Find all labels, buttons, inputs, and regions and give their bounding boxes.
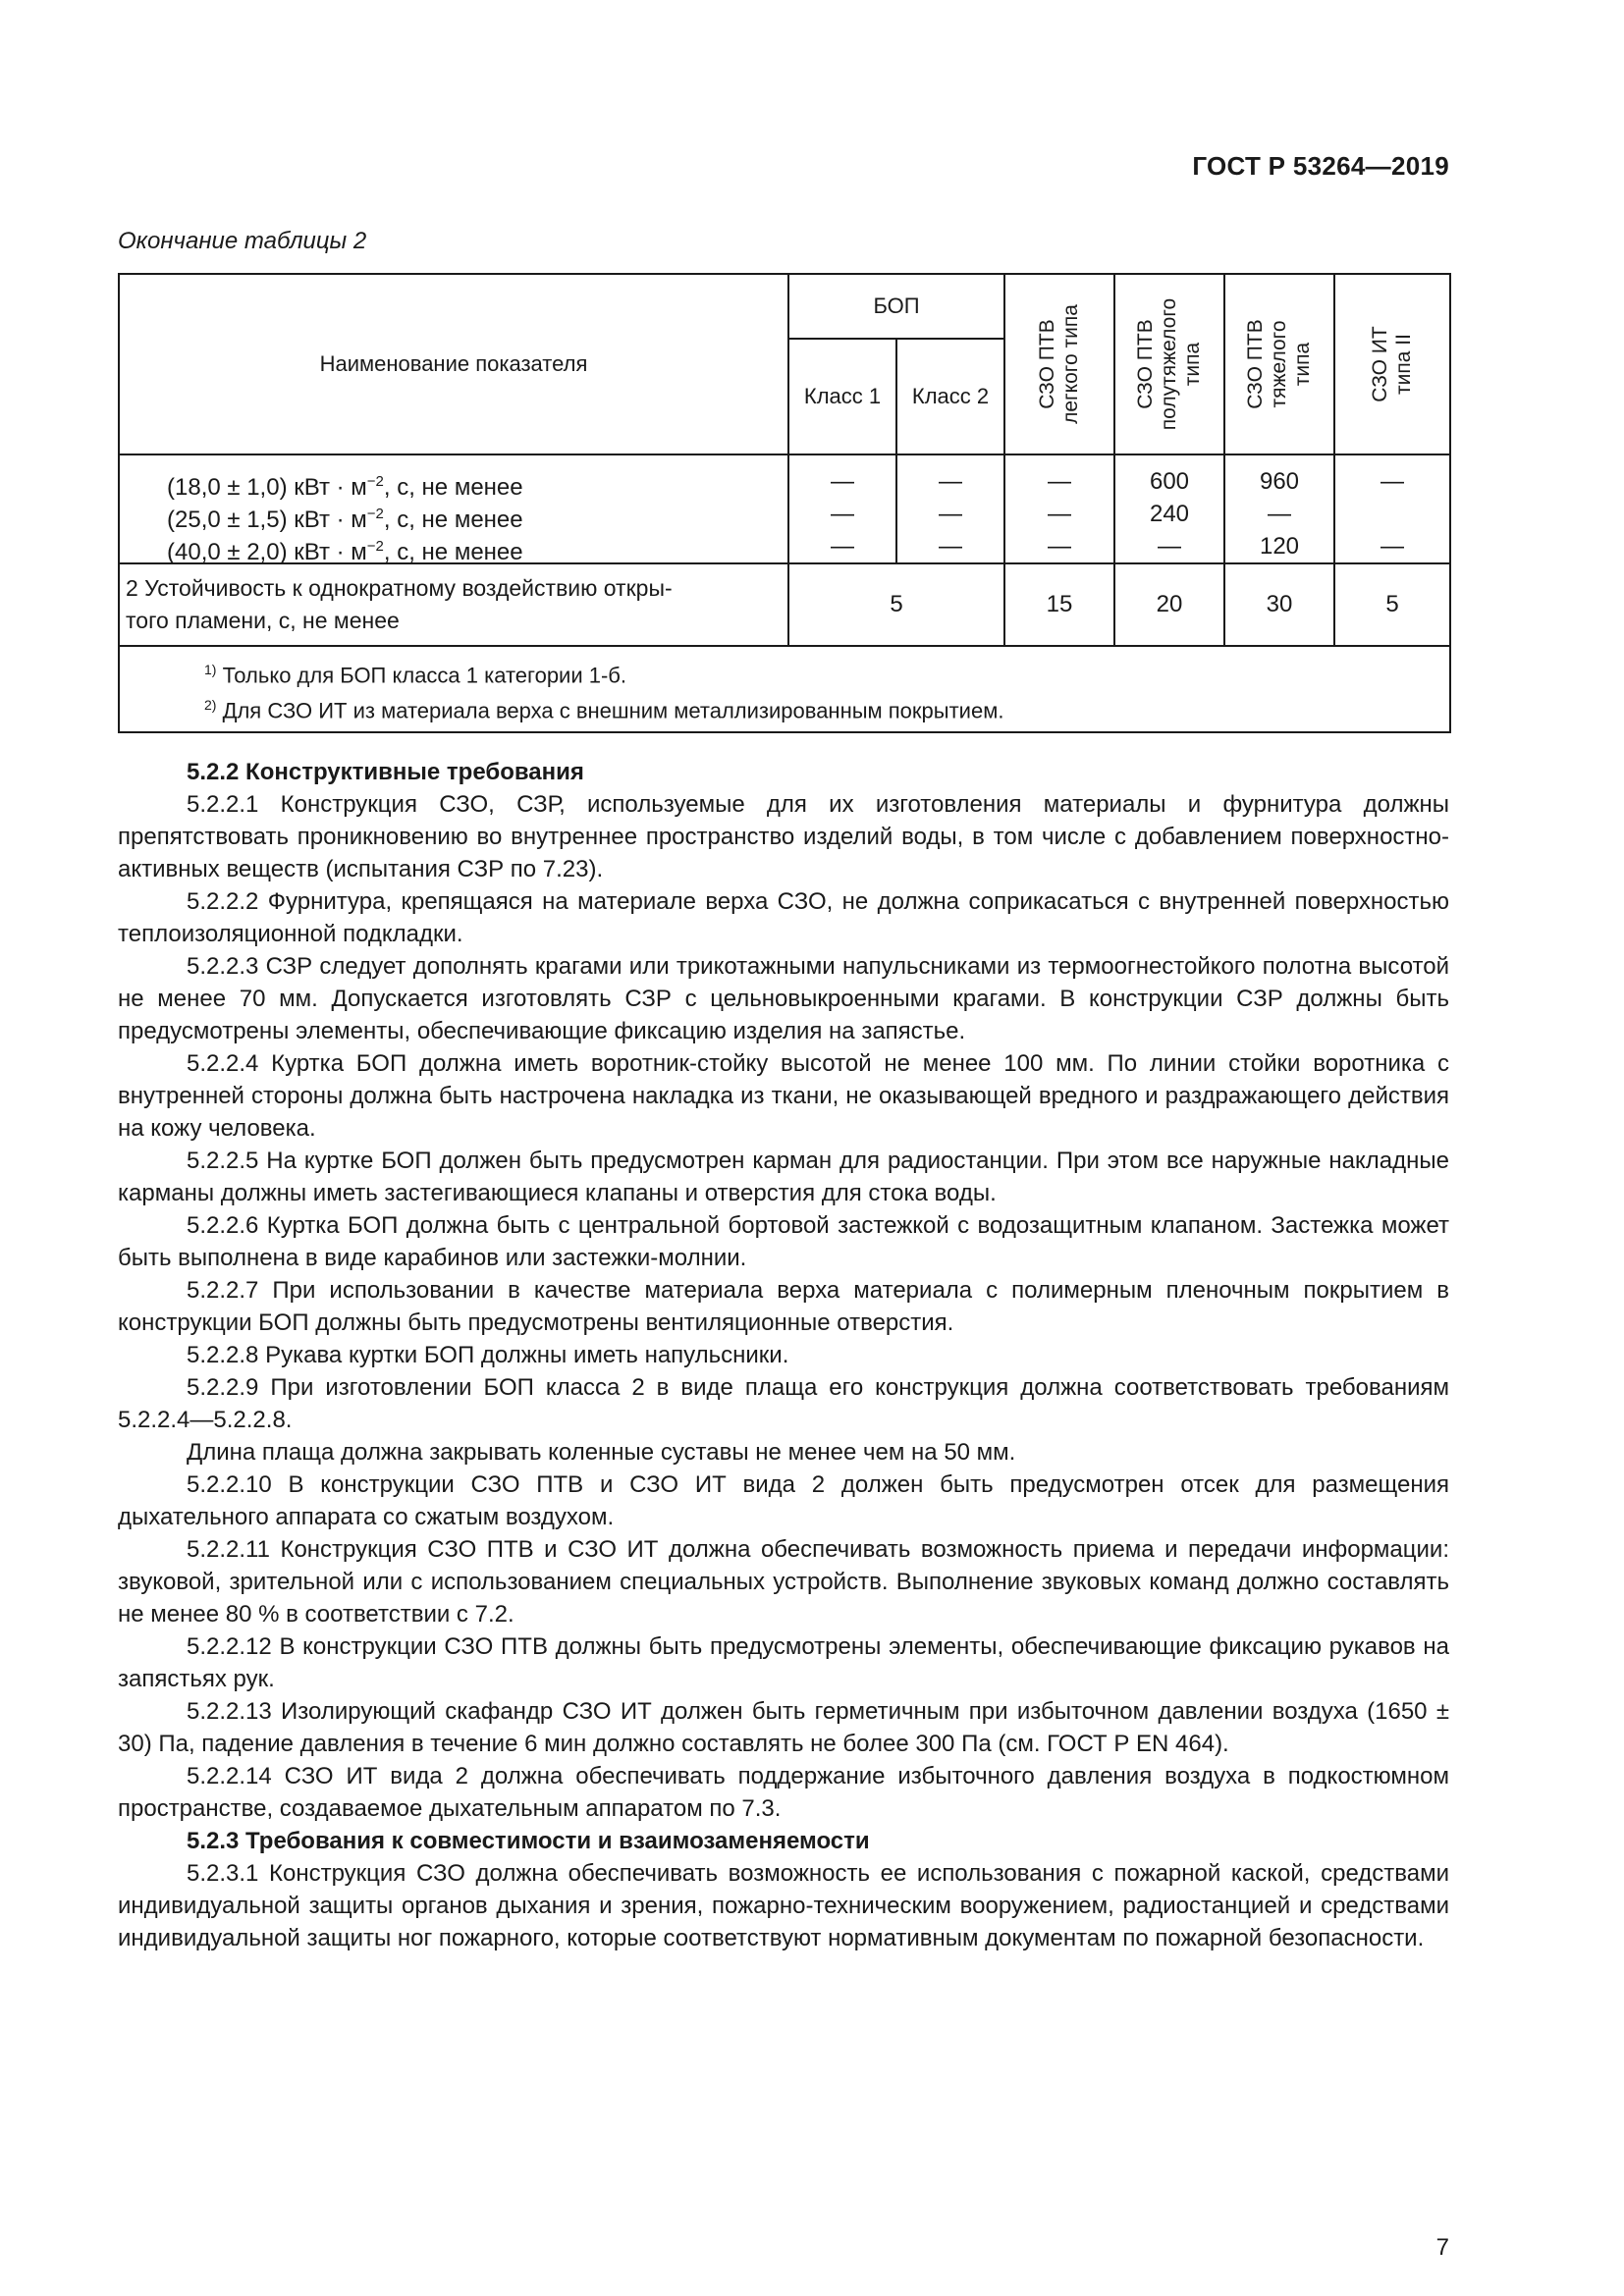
flux-line: (25,0 ± 1,5) кВт · $м^{-2}$, с, не менее	[167, 506, 523, 533]
paragraph: 5.2.2.4 Куртка БОП должна иметь воротник-стойку высотой не менее 100 мм. По линии стойки воротника с внутренней стороны должна быть настрочена накладка из ткани, не оказывающей вредного и раздражающего действия на кожу человека.	[118, 1050, 1449, 1142]
header-szo-ptv-semi-heavy	[1114, 274, 1224, 454]
header-text: СЗО ПТВ	[1134, 319, 1157, 409]
row1-class1: — — —	[788, 454, 896, 563]
paragraph: 5.2.2.8 Рукава куртки БОП должны иметь напульсники.	[187, 1342, 789, 1368]
row1-pvt-heavy: 960 — 120	[1224, 454, 1334, 563]
paragraph: 5.2.2.10 В конструкции СЗО ПТВ и СЗО ИТ вида 2 должен быть предусмотрен отсек для размещения дыхательного аппарата со сжатым воздухом.	[118, 1471, 1449, 1530]
header-text: типа	[1291, 342, 1314, 387]
header-text: СЗО ПТВ	[1244, 319, 1267, 409]
spec-table	[118, 273, 1451, 733]
header-text: тяжелого	[1268, 320, 1290, 408]
paragraph: 5.2.2.14 СЗО ИТ вида 2 должна обеспечивать поддержание избыточного давления воздуха в подкостюмном пространстве, создаваемое дыхательным аппаратом по 7.3.	[118, 1763, 1449, 1822]
section-heading: 5.2.3 Требования к совместимости и взаимозаменяемости	[187, 1828, 870, 1854]
row1-class2: — — —	[896, 454, 1004, 563]
flux-line: (18,0 ± 1,0) кВт · $м^{-2}$, с, не менее	[167, 473, 523, 501]
row1-names	[119, 454, 788, 563]
row2-name-line: 2 Устойчивость к однократному воздействию откры-	[126, 575, 673, 601]
row2-name	[119, 563, 788, 646]
header-indicator-name: Наименование показателя	[119, 274, 788, 454]
paragraph: 5.2.2.6 Куртка БОП должна быть с центральной бортовой застежкой с водозащитным клапаном. Застежка может быть выполнена в виде карабинов или застежки-молнии.	[118, 1212, 1449, 1271]
paragraph: 5.2.3.1 Конструкция СЗО должна обеспечивать возможность ее использования с пожарной каской, средствами индивидуальной защиты органов дыхания и зрения, пожарно-техническим вооружением, радиостанцией и средствами индивидуальной защиты ног пожарного, которые соответствуют нормативным документам по пожарной безопасности.	[118, 1860, 1449, 1951]
table-row	[119, 454, 1450, 563]
paragraph: Длина плаща должна закрывать коленные суставы не менее чем на 50 мм.	[187, 1439, 1016, 1466]
row2-bop: 5	[788, 563, 1004, 646]
row2-it2: 5	[1334, 563, 1450, 646]
table-caption: Окончание таблицы 2	[118, 228, 367, 254]
header-szo-it-type2	[1334, 274, 1450, 454]
header-text: легкого типа	[1059, 304, 1082, 424]
paragraph: 5.2.2.7 При использовании в качестве материала верха материала с полимерным пленочным покрытием в конструкции БОП должны быть предусмотрены вентиляционные отверстия.	[118, 1277, 1449, 1336]
row1-it2: — —	[1334, 454, 1450, 563]
header-text: типа II	[1392, 334, 1415, 395]
header-szo-ptv-heavy	[1224, 274, 1334, 454]
document-code: ГОСТ Р 53264—2019	[1192, 151, 1449, 181]
row2-pvt-semi: 20	[1114, 563, 1224, 646]
paragraph: 5.2.2.3 СЗР следует дополнять крагами или трикотажными напульсниками из термоогнестойкого полотна высотой не менее 70 мм. Допускается изготовлять СЗР с цельновыкроенными крагами. В конструкции СЗР должны быть предусмотрены элементы, обеспечивающие фиксацию изделия на запястье.	[118, 953, 1449, 1044]
header-bop: БОП	[788, 274, 1004, 339]
paragraph: 5.2.2.11 Конструкция СЗО ПТВ и СЗО ИТ должна обеспечивать возможность приема и передачи информации: звуковой, зрительной или с использованием специальных устройств. Выполнение звуковых команд должно составлять не менее 80 % в соответствии с 7.2.	[118, 1536, 1449, 1628]
row1-pvt-semi: 600 240 —	[1114, 454, 1224, 563]
paragraph: 5.2.2.5 На куртке БОП должен быть предусмотрен карман для радиостанции. При этом все наружные накладные карманы должны иметь застегивающиеся клапаны и отверстия для стока воды.	[118, 1148, 1449, 1206]
paragraph: 5.2.2.2 Фурнитура, крепящаяся на материале верха СЗО, не должна соприкасаться с внутренней поверхностью теплоизоляционной подкладки.	[118, 888, 1449, 947]
footnote: $^{1)}$ Только для БОП класса 1 категории 1-б.	[204, 662, 627, 688]
row2-pvt-heavy: 30	[1224, 563, 1334, 646]
header-text: полутяжелого	[1158, 297, 1180, 431]
table-notes	[119, 646, 1450, 732]
header-szo-ptv-light	[1004, 274, 1114, 454]
header-text: СЗО ПТВ	[1036, 319, 1058, 409]
header-text: СЗО ИТ	[1369, 326, 1391, 402]
section-heading: 5.2.2 Конструктивные требования	[187, 759, 584, 785]
flux-line: (40,0 ± 2,0) кВт · $м^{-2}$, с, не менее	[167, 538, 523, 565]
paragraph: 5.2.2.1 Конструкция СЗО, СЗР, используемые для их изготовления материалы и фурнитура должны препятствовать проникновению во внутреннее пространство изделий воды, в том числе с добавлением поверхностно-активных веществ (испытания СЗР по 7.23).	[118, 791, 1449, 882]
paragraph: 5.2.2.9 При изготовлении БОП класса 2 в виде плаща его конструкция должна соответствовать требованиям 5.2.2.4—5.2.2.8.	[118, 1374, 1449, 1433]
body-text	[118, 756, 1449, 1954]
page-number: 7	[1435, 2234, 1449, 2261]
paragraph: 5.2.2.13 Изолирующий скафандр СЗО ИТ должен быть герметичным при избыточном давлении воздуха (1650 ± 30) Па, падение давления в течение 6 мин должно составлять не более 300 Па (см. ГОСТ Р EN 464).	[118, 1698, 1449, 1757]
row2-name-line: того пламени, с, не менее	[126, 608, 400, 633]
row2-pvt-light: 15	[1004, 563, 1114, 646]
header-text: типа	[1181, 342, 1204, 387]
table-row	[119, 563, 1450, 646]
footnote: $^{2)}$ Для СЗО ИТ из материала верха с внешним металлизированным покрытием.	[204, 697, 1004, 723]
header-class1: Класс 1	[788, 339, 896, 454]
paragraph: 5.2.2.12 В конструкции СЗО ПТВ должны быть предусмотрены элементы, обеспечивающие фиксацию рукавов на запястьях рук.	[118, 1633, 1449, 1692]
header-class2: Класс 2	[896, 339, 1004, 454]
notes-cell	[119, 646, 1450, 732]
row1-pvt-light: — — —	[1004, 454, 1114, 563]
